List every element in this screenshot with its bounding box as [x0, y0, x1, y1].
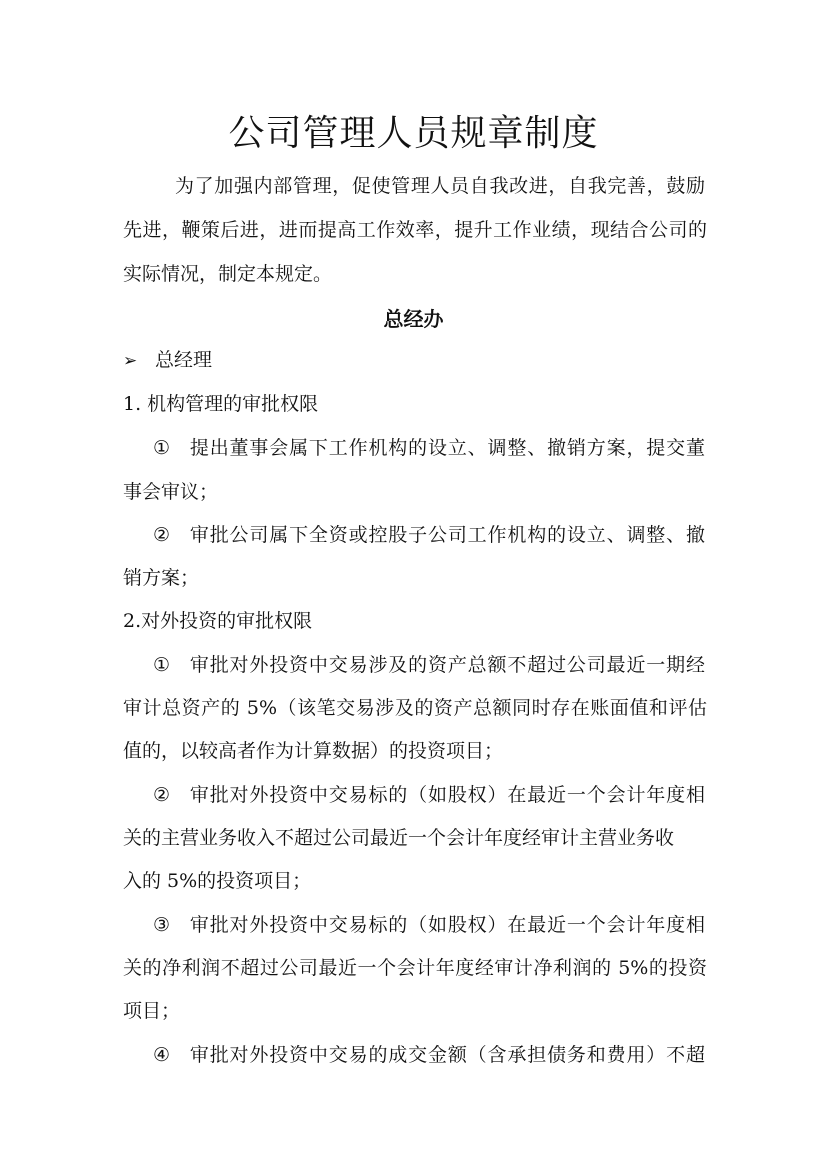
item2-point1-line3: 值的，以较高者作为计算数据）的投资项目；	[123, 740, 504, 762]
point-text: 审批对外投资中交易的成交金额（含承担债务和费用）不超	[189, 1044, 705, 1066]
item2-point3-line1	[153, 910, 705, 940]
intro-line-2: 先进，鞭策后进，进而提高工作效率，提升工作业绩，现结合公司的	[123, 219, 707, 241]
item2-heading: 2.对外投资的审批权限	[123, 610, 313, 632]
point-text: 审批对外投资中交易标的（如股权）在最近一个会计年度相	[189, 914, 705, 936]
item1-heading: 1. 机构管理的审批权限	[123, 393, 319, 415]
circled-number-marker: ②	[153, 784, 171, 806]
circled-number-marker: ①	[153, 654, 171, 676]
point-text: 审批对外投资中交易标的（如股权）在最近一个会计年度相	[189, 784, 705, 806]
item1-point2-line1	[153, 520, 705, 550]
circled-number-marker: ②	[153, 524, 171, 546]
point-text: 审批对外投资中交易涉及的资产总额不超过公司最近一期经	[189, 654, 705, 676]
item2-point1-line2: 审计总资产的 5%（该笔交易涉及的资产总额同时存在账面值和评估	[123, 697, 707, 719]
intro-line-3: 实际情况，制定本规定。	[123, 263, 333, 285]
document-title: 公司管理人员规章制度	[228, 113, 599, 154]
item1-point2-line2: 销方案；	[123, 567, 200, 589]
role-label: 总经理	[155, 349, 213, 371]
item2-point3-line2: 关的净利润不超过公司最近一个会计年度经审计净利润的 5%的投资	[123, 957, 707, 979]
point-text: 提出董事会属下工作机构的设立、调整、撤销方案，提交董	[189, 437, 705, 459]
item2-point3-line3: 项目；	[123, 1000, 181, 1022]
role-line	[123, 345, 707, 376]
section-heading: 总经办	[383, 307, 444, 331]
circled-number-marker: ④	[153, 1044, 171, 1066]
circled-number-marker: ①	[153, 437, 171, 459]
intro-line-1: 为了加强内部管理，促使管理人员自我改进，自我完善，鼓励	[175, 175, 705, 197]
item1-point1-line1	[153, 433, 705, 463]
circled-number-marker: ③	[153, 914, 171, 936]
point-text: 审批公司属下全资或控股子公司工作机构的设立、调整、撤	[189, 524, 705, 546]
item2-point4-line1	[153, 1040, 705, 1070]
item1-point1-line2: 事会审议；	[123, 481, 219, 503]
item2-point2-line1	[153, 780, 705, 810]
arrow-bullet-icon: ➢	[123, 351, 138, 371]
item2-point1-line1	[153, 650, 705, 680]
item2-point2-line2: 关的主营业务收入不超过公司最近一个会计年度经审计主营业务收	[123, 827, 675, 849]
item2-point2-line3: 入的 5%的投资项目；	[123, 870, 312, 892]
